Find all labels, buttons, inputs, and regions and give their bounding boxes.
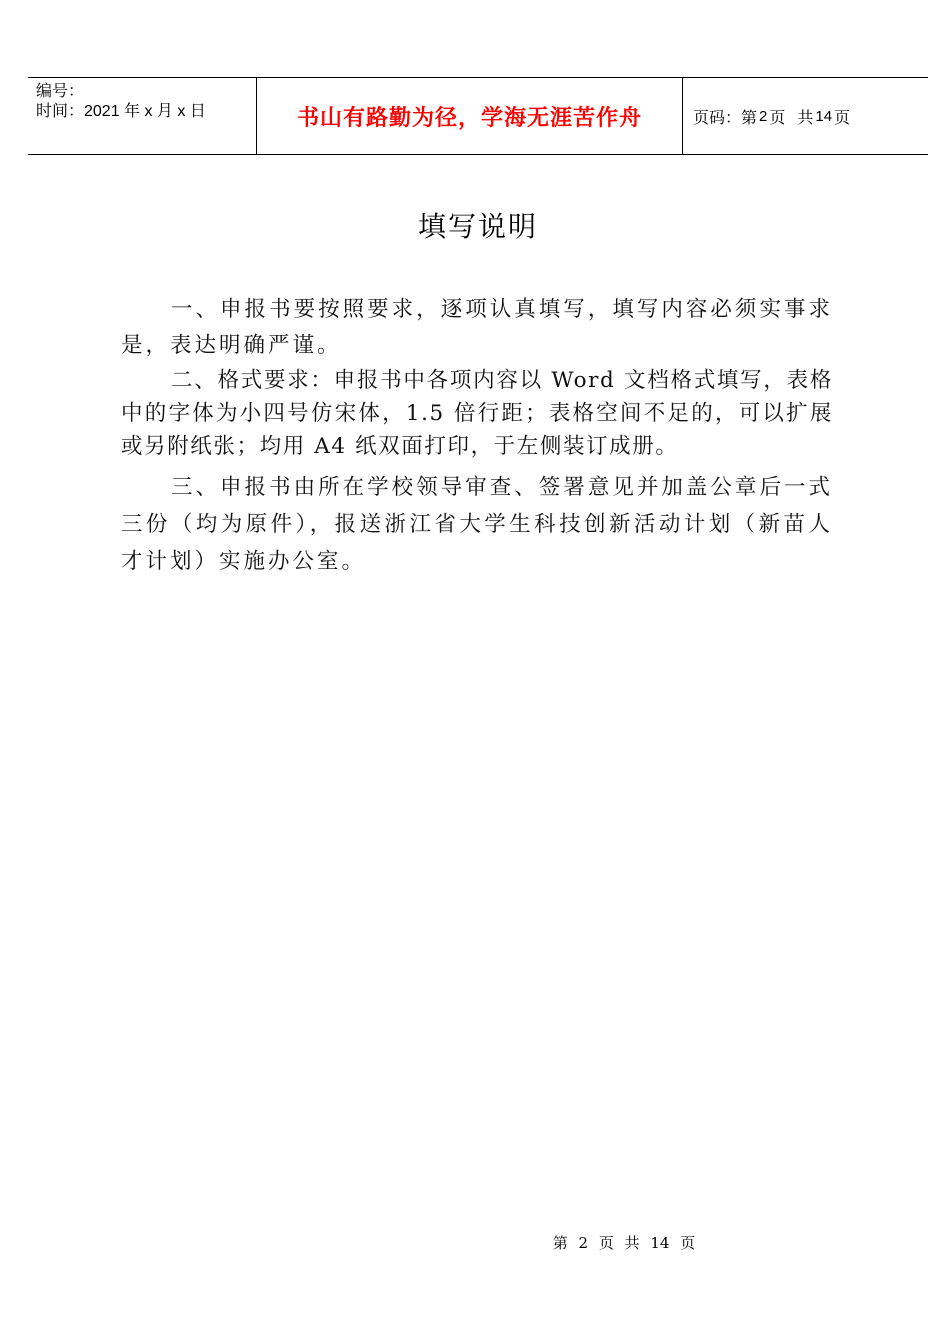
- page-header: [28, 77, 928, 155]
- instruction-paragraph-3: 三、申报书由所在学校领导审查、签署意见并加盖公章后一式三份（均为原件），报送浙江省大学生科技创新活动计划（新苗人才计划）实施办公室。: [121, 475, 833, 574]
- instruction-paragraph-2: 二、格式要求：申报书中各项内容以 Word 文档格式填写，表格中的字体为小四号仿宋体，1.5 倍行距；表格空间不足的，可以扩展或另附纸张；均用 A4 纸双面打印，于左侧装订成册。: [121, 368, 833, 459]
- header-info-cell: [28, 78, 257, 154]
- document-time-label: 时间：2021 年 x 月 x 日: [36, 103, 206, 120]
- page-number-label: 页码：第: [693, 109, 758, 127]
- total-pages-unit: 页: [834, 109, 851, 127]
- page-number-unit: 页: [769, 109, 786, 127]
- total-pages-label: 共: [797, 109, 814, 127]
- total-pages: 14: [815, 107, 833, 125]
- header-page-cell: [683, 78, 928, 154]
- page-footer: 第 2 页 共 14 页: [552, 1234, 696, 1252]
- header-motto: 书山有路勤为径，学海无涯苦作舟: [296, 105, 642, 131]
- document-title: 填写说明: [417, 210, 538, 243]
- header-motto-cell: [257, 78, 683, 154]
- instruction-paragraph-1: 一、申报书要按照要求，逐项认真填写，填写内容必须实事求是，表达明确严谨。: [121, 297, 833, 358]
- page-number: 2: [759, 107, 768, 125]
- document-code-label: 编号：: [36, 83, 85, 100]
- document-body: [121, 292, 833, 580]
